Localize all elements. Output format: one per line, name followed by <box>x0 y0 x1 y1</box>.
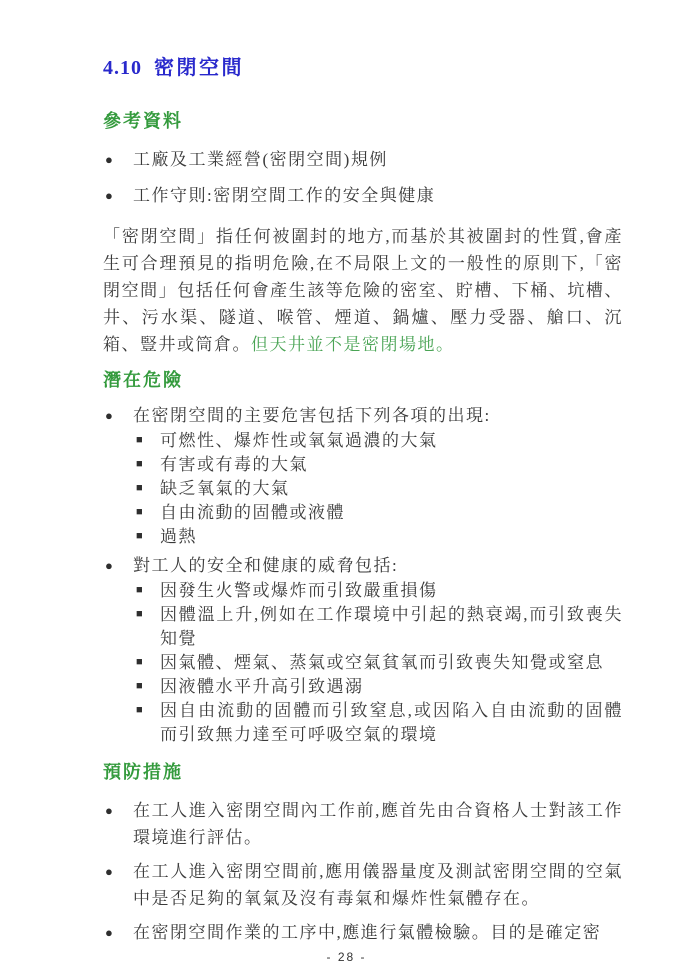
sub-list-item-text: 有害或有毒的大氣 <box>160 455 308 474</box>
definition-text: 「密閉空間」指任何被圍封的地方,而基於其被圍封的性質,會產生可合理預見的指明危險,在不局限上文的一般性的原則下,「密閉空間」包括任何會產生該等危險的密室、貯槽、下桶、坑槽、井、污水渠、隧道、喉管、煙道、鍋爐、壓力受器、艙口、沉箱、豎井或筒倉。 <box>103 227 623 354</box>
list-item <box>103 182 623 209</box>
bullet-icon: ● <box>105 558 113 573</box>
list-item <box>103 552 623 579</box>
sub-list-item-text: 自由流動的固體或液體 <box>160 503 345 522</box>
square-bullet-icon: ■ <box>136 584 143 596</box>
sub-list-item <box>103 603 623 651</box>
section-number: 4.10 <box>103 57 142 79</box>
definition-highlight: 但天井並不是密閉場地。 <box>251 335 455 354</box>
bullet-icon: ● <box>105 864 113 879</box>
square-bullet-icon: ■ <box>136 506 143 518</box>
sub-list-item <box>103 501 623 525</box>
list-item <box>103 919 623 946</box>
sub-list-item <box>103 699 623 747</box>
list-item-text: 對工人的安全和健康的威脅包括: <box>133 556 399 575</box>
square-bullet-icon: ■ <box>136 434 143 446</box>
list-item-text: 工廠及工業經營(密閉空間)規例 <box>133 150 388 169</box>
section-title-text: 密閉空間 <box>154 57 244 79</box>
list-item-text: 在密閉空間作業的工序中,應進行氣體檢驗。目的是確定密 <box>133 923 602 942</box>
square-bullet-icon: ■ <box>136 458 143 470</box>
list-item <box>103 858 623 912</box>
bullet-icon: ● <box>105 408 113 423</box>
bullet-icon: ● <box>105 152 113 167</box>
sub-list-item <box>103 675 623 699</box>
sub-list-item-text: 因體溫上升,例如在工作環境中引起的熱衰竭,而引致喪失知覺 <box>160 605 623 648</box>
list-item-text: 工作守則:密閉空間工作的安全與健康 <box>133 186 436 205</box>
list-item <box>103 146 623 173</box>
sub-list-item <box>103 477 623 501</box>
bullet-icon: ● <box>105 925 113 940</box>
sub-list-item-text: 缺乏氧氣的大氣 <box>160 479 290 498</box>
square-bullet-icon: ■ <box>136 482 143 494</box>
sub-list-item <box>103 429 623 453</box>
heading-precautions: 預防措施 <box>103 762 183 782</box>
hazards-list <box>103 402 623 747</box>
sub-list-item <box>103 651 623 675</box>
list-item <box>103 402 623 429</box>
square-bullet-icon: ■ <box>136 680 143 692</box>
square-bullet-icon: ■ <box>136 530 143 542</box>
definition-paragraph <box>103 223 623 358</box>
list-item <box>103 797 623 851</box>
list-item-text: 在工人進入密閉空間內工作前,應首先由合資格人士對該工作環境進行評估。 <box>133 801 623 847</box>
list-item-text: 在密閉空間的主要危害包括下列各項的出現: <box>133 406 491 425</box>
heading-hazards: 潛在危險 <box>103 370 183 390</box>
square-bullet-icon: ■ <box>136 704 143 716</box>
page-number: - 28 - <box>326 950 367 964</box>
square-bullet-icon: ■ <box>136 608 143 620</box>
square-bullet-icon: ■ <box>136 656 143 668</box>
heading-reference: 參考資料 <box>103 111 183 131</box>
sub-list-item-text: 因發生火警或爆炸而引致嚴重損傷 <box>160 581 438 600</box>
sub-list-item-text: 因液體水平升高引致遇溺 <box>160 677 364 696</box>
bullet-icon: ● <box>105 803 113 818</box>
reference-list <box>103 146 623 209</box>
sub-list-item-text: 因氣體、煙氣、蒸氣或空氣貧氧而引致喪失知覺或窒息 <box>160 653 604 672</box>
sub-list-item <box>103 525 623 549</box>
sub-list-item-text: 過熱 <box>160 527 197 546</box>
sub-list-item-text: 因自由流動的固體而引致窒息,或因陷入自由流動的固體而引致無力達至可呼吸空氣的環境 <box>160 701 623 744</box>
list-item-text: 在工人進入密閉空間前,應用儀器量度及測試密閉空間的空氣中是否足夠的氧氣及沒有毒氣和爆炸性氣體存在。 <box>133 862 623 908</box>
section-title <box>103 54 623 82</box>
bullet-icon: ● <box>105 188 113 203</box>
precautions-list <box>103 797 623 946</box>
sub-list-item-text: 可燃性、爆炸性或氧氣過濃的大氣 <box>160 431 438 450</box>
sub-list-item <box>103 579 623 603</box>
sub-list-item <box>103 453 623 477</box>
